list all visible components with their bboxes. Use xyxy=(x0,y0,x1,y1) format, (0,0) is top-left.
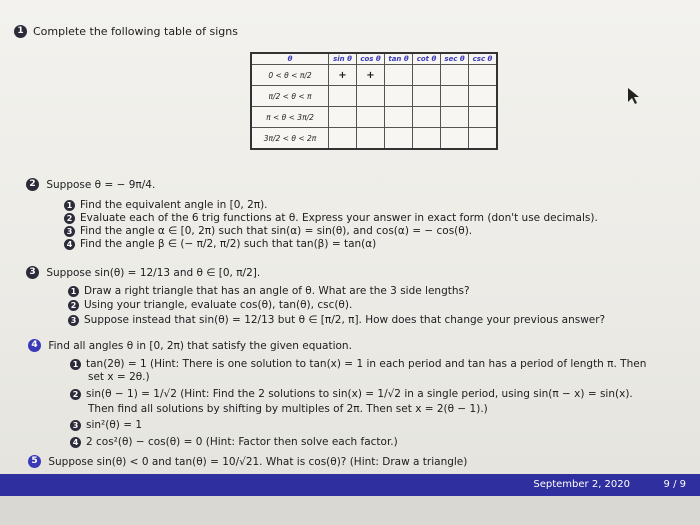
table-cell xyxy=(413,128,441,150)
table-cell xyxy=(441,128,469,150)
question-4-number: 4 xyxy=(28,339,41,352)
row-label: π/2 < θ < π xyxy=(251,86,329,107)
list-item xyxy=(68,299,352,311)
item-text: Evaluate each of the 6 trig functions at θ. Express your answer in exact form (don't use decimals). xyxy=(80,212,598,224)
item-text: tan(2θ) = 1 (Hint: There is one solution to tan(x) = 1 in each period and tan has a period of length π. Then xyxy=(86,358,647,370)
item-number: 2 xyxy=(68,300,79,311)
item-text: Find the angle α ∈ [0, 2π) such that sin(α) = sin(θ), and cos(α) = − cos(θ). xyxy=(80,225,473,237)
item-text: Find the equivalent angle in [0, 2π). xyxy=(80,199,268,211)
item-text: Draw a right triangle that has an angle of θ. What are the 3 side lengths? xyxy=(84,285,470,297)
item-number: 1 xyxy=(68,286,79,297)
sign-table xyxy=(250,52,498,150)
item-number: 4 xyxy=(70,437,81,448)
table-cell xyxy=(413,65,441,86)
table-row xyxy=(251,65,497,86)
mouse-cursor-icon xyxy=(626,86,642,106)
table-cell xyxy=(469,128,498,150)
table-cell xyxy=(413,86,441,107)
list-item xyxy=(70,419,142,431)
header-sec: sec θ xyxy=(441,53,469,65)
table-cell xyxy=(329,107,357,128)
table-row xyxy=(251,86,497,107)
table-cell xyxy=(469,65,498,86)
sign-table-header xyxy=(251,53,497,65)
question-5-number: 5 xyxy=(28,455,41,468)
question-4-text: Find all angles θ in [0, 2π) that satisfy the given equation. xyxy=(48,339,352,352)
list-item xyxy=(64,212,598,224)
table-cell xyxy=(441,65,469,86)
header-csc: csc θ xyxy=(469,53,498,65)
list-item-continuation: Then find all solutions by shifting by multiples of 2π. Then set x = 2(θ − 1).) xyxy=(88,403,488,415)
footer-bar xyxy=(0,474,700,496)
table-cell xyxy=(469,86,498,107)
list-item xyxy=(64,238,376,250)
question-4 xyxy=(28,339,352,352)
item-number: 4 xyxy=(64,239,75,250)
list-item xyxy=(68,285,470,297)
sign-table-corner: θ xyxy=(251,53,329,65)
table-cell xyxy=(469,107,498,128)
table-cell xyxy=(357,128,385,150)
question-5 xyxy=(28,455,467,468)
question-3-text: Suppose sin(θ) = 12/13 and θ ∈ [0, π/2]. xyxy=(46,266,261,279)
item-text: Suppose instead that sin(θ) = 12/13 but θ ∈ [π/2, π]. How does that change your previous answer? xyxy=(84,314,606,326)
question-3 xyxy=(26,266,260,279)
item-text: Using your triangle, evaluate cos(θ), tan(θ), csc(θ). xyxy=(84,299,353,311)
table-cell xyxy=(441,107,469,128)
item-number: 1 xyxy=(70,359,81,370)
table-cell xyxy=(413,107,441,128)
question-5-text: Suppose sin(θ) < 0 and tan(θ) = 10/√21. What is cos(θ)? (Hint: Draw a triangle) xyxy=(48,455,468,468)
item-number: 3 xyxy=(68,315,79,326)
item-text: Find the angle β ∈ (− π/2, π/2) such that tan(β) = tan(α) xyxy=(80,238,377,250)
item-number: 2 xyxy=(70,389,81,400)
item-number: 3 xyxy=(70,420,81,431)
header-cot: cot θ xyxy=(413,53,441,65)
row-label: π < θ < 3π/2 xyxy=(251,107,329,128)
table-cell xyxy=(385,128,413,150)
page-number: 9 / 9 xyxy=(663,479,686,490)
table-cell xyxy=(385,86,413,107)
table-row xyxy=(251,128,497,150)
table-cell xyxy=(441,86,469,107)
table-cell xyxy=(385,65,413,86)
list-item-continuation: set x = 2θ.) xyxy=(88,371,150,383)
bottom-bezel xyxy=(0,496,700,525)
header-sin: sin θ xyxy=(329,53,357,65)
question-2-number: 2 xyxy=(26,178,39,191)
question-3-number: 3 xyxy=(26,266,39,279)
footer-date: September 2, 2020 xyxy=(533,479,630,490)
row-label: 0 < θ < π/2 xyxy=(251,65,329,86)
table-cell xyxy=(357,107,385,128)
question-2-text: Suppose θ = − 9π/4. xyxy=(46,178,156,191)
list-item xyxy=(64,225,472,237)
table-cell xyxy=(329,128,357,150)
question-1-number: 1 xyxy=(14,25,27,38)
item-text: 2 cos²(θ) − cos(θ) = 0 (Hint: Factor then solve each factor.) xyxy=(86,436,398,448)
question-2 xyxy=(26,178,155,191)
row-label: 3π/2 < θ < 2π xyxy=(251,128,329,150)
header-cos: cos θ xyxy=(357,53,385,65)
item-text: sin(θ − 1) = 1/√2 (Hint: Find the 2 solutions to sin(x) = 1/√2 in a single period, using sin(π − x) = sin(x). xyxy=(86,388,633,400)
question-1-text: Complete the following table of signs xyxy=(33,24,238,38)
list-item xyxy=(70,436,398,448)
table-cell: + xyxy=(329,65,357,86)
table-cell xyxy=(385,107,413,128)
list-item xyxy=(68,314,605,326)
table-cell: + xyxy=(357,65,385,86)
list-item xyxy=(70,388,633,400)
question-1 xyxy=(14,24,238,38)
table-cell xyxy=(329,86,357,107)
item-number: 3 xyxy=(64,226,75,237)
table-cell xyxy=(357,86,385,107)
header-tan: tan θ xyxy=(385,53,413,65)
item-number: 1 xyxy=(64,200,75,211)
list-item xyxy=(64,199,268,211)
list-item xyxy=(70,358,646,370)
item-number: 2 xyxy=(64,213,75,224)
item-text: sin²(θ) = 1 xyxy=(86,419,143,431)
table-row xyxy=(251,107,497,128)
